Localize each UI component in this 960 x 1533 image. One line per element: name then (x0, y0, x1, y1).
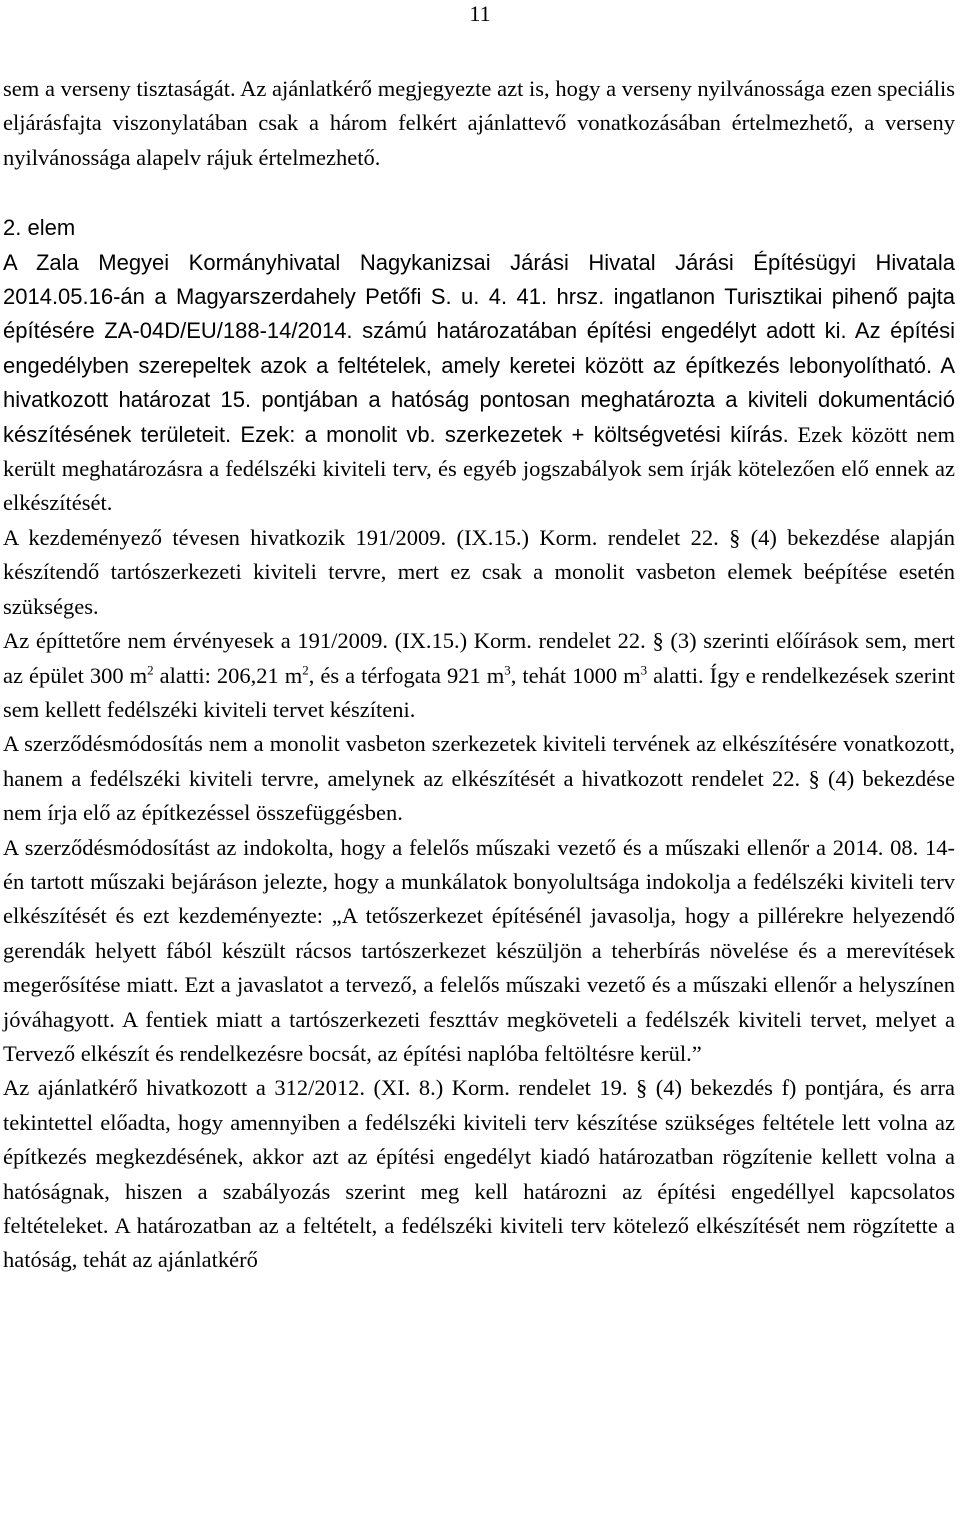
text-run: Ezek között nem került meghatározásra a fedélszéki kiviteli terv, és egyéb jogszabályok sem írják kötelezően elő ennek az elkészítését. (3, 421, 955, 516)
text-run: A Zala Megyei Kormányhivatal Nagykanizsai Járási Hivatal Járási Építésügyi Hivatala 2014.05.16-án a Magyarszerdahely Petőfi S. u. 4. 41. hrsz. ingatlanon Turisztikai pihenő pajta építésére ZA-04D/EU/188-14/2014. számú határozatában építési engedélyt adott ki. Az építési engedélyben szerepeltek azok a feltételek, amely keretei között az építkezés lebonyolítható. A hivatkozott határozat 15. pontjában a hatóság pontosan meghatározta a kiviteli dokumentáció készítésének területeit. Ezek: a monolit vb. szerkezetek + költségvetési kiírás. (3, 249, 955, 447)
text-run: Az ajánlatkérő hivatkozott a 312/2012. (XI. 8.) Korm. rendelet 19. § (4) bekezdés f) pontjára, és arra tekintettel előadta, hogy amennyiben a fedélszéki kiviteli terv készítése szükséges feltétele lett volna az építkezés megkezdésének, akkor azt az építési engedélyt kiadó határozatban rögzítenie kellett volna a hatóságnak, hiszen a szabályozás szerint meg kell határozni az építési engedéllyel kapcsolatos feltételeket. A határozatban az a feltételt, a fedélszéki kiviteli terv kötelező elkészítését nem rögzítette a hatóság, tehát az ajánlatkérő (3, 1075, 955, 1273)
text-run: 2. elem (3, 215, 76, 241)
paragraph (3, 727, 955, 830)
text-run: , tehát 1000 m (510, 662, 641, 688)
page-number: 11 (469, 1, 491, 26)
paragraph (3, 831, 955, 1072)
text-run: alatti: 206,21 m (153, 662, 303, 688)
text-run: alatti. Így e rendelkezések szerint sem kellett fedélszéki kiviteli tervet készíteni. (3, 662, 955, 722)
text-run: , és a térfogata 921 m (308, 662, 505, 688)
paragraph (3, 1071, 955, 1277)
text-run: A szerződésmódosítás nem a monolit vasbeton szerkezetek kiviteli tervének az elkészítésére vonatkozott, hanem a fedélszéki kiviteli tervre, amelynek az elkészítését a hivatkozott rendelet 22. § (4) bekezdése nem írja elő az építkezéssel összefüggésben. (3, 731, 955, 826)
paragraph (3, 72, 955, 175)
superscript: 2 (302, 662, 309, 677)
document-body (3, 72, 955, 1278)
paragraph (3, 521, 955, 624)
superscript: 2 (147, 662, 154, 677)
superscript: 3 (640, 662, 648, 677)
paragraph (3, 211, 955, 245)
paragraph (3, 246, 955, 521)
text-run: Az építtetőre nem érvényesek a 191/2009. (IX.15.) Korm. rendelet 22. § (3) szerinti előírások sem, mert az épület 300 m (3, 628, 955, 688)
text-run: A kezdeményező tévesen hivatkozik 191/2009. (IX.15.) Korm. rendelet 22. § (4) bekezdése alapján készítendő tartószerkezeti kiviteli tervre, mert ez csak a monolit vasbeton elemek beépítése esetén szükséges. (3, 524, 955, 619)
paragraph (3, 624, 955, 727)
text-run: A szerződésmódosítást az indokolta, hogy a felelős műszaki vezető és a műszaki ellenőr a 2014. 08. 14-én tartott műszaki bejáráson jelezte, hogy a munkálatok bonyolultsága indokolja a fedélszéki kiviteli terv elkészítését és ezt kezdeményezte: „A tetőszerkezet építésénél javasolja, hogy a pillérekre helyezendő gerendák helyett fából készült rácsos tartószerkezet készüljön a teherbírás növelése és a merevítések megerősítése miatt. Ezt a javaslatot a tervező, a felelős műszaki vezető és a műszaki ellenőr a helyszínen jóváhagyott. A fentiek miatt a tartószerkezeti feszttáv megköveteli a fedélszék kiviteli tervet, melyet a Tervező elkészít és rendelkezésre bocsát, az építési naplóba feltöltésre kerül.” (3, 834, 955, 1066)
text-run: sem a verseny tisztaságát. Az ajánlatkérő megjegyezte azt is, hogy a verseny nyilvánossága ezen speciális eljárásfajta viszonylatában csak a három felkért ajánlattevő vonatkozásában értelmezhető, a verseny nyilvánossága alapelv rájuk értelmezhető. (3, 76, 955, 170)
superscript: 3 (504, 662, 511, 677)
